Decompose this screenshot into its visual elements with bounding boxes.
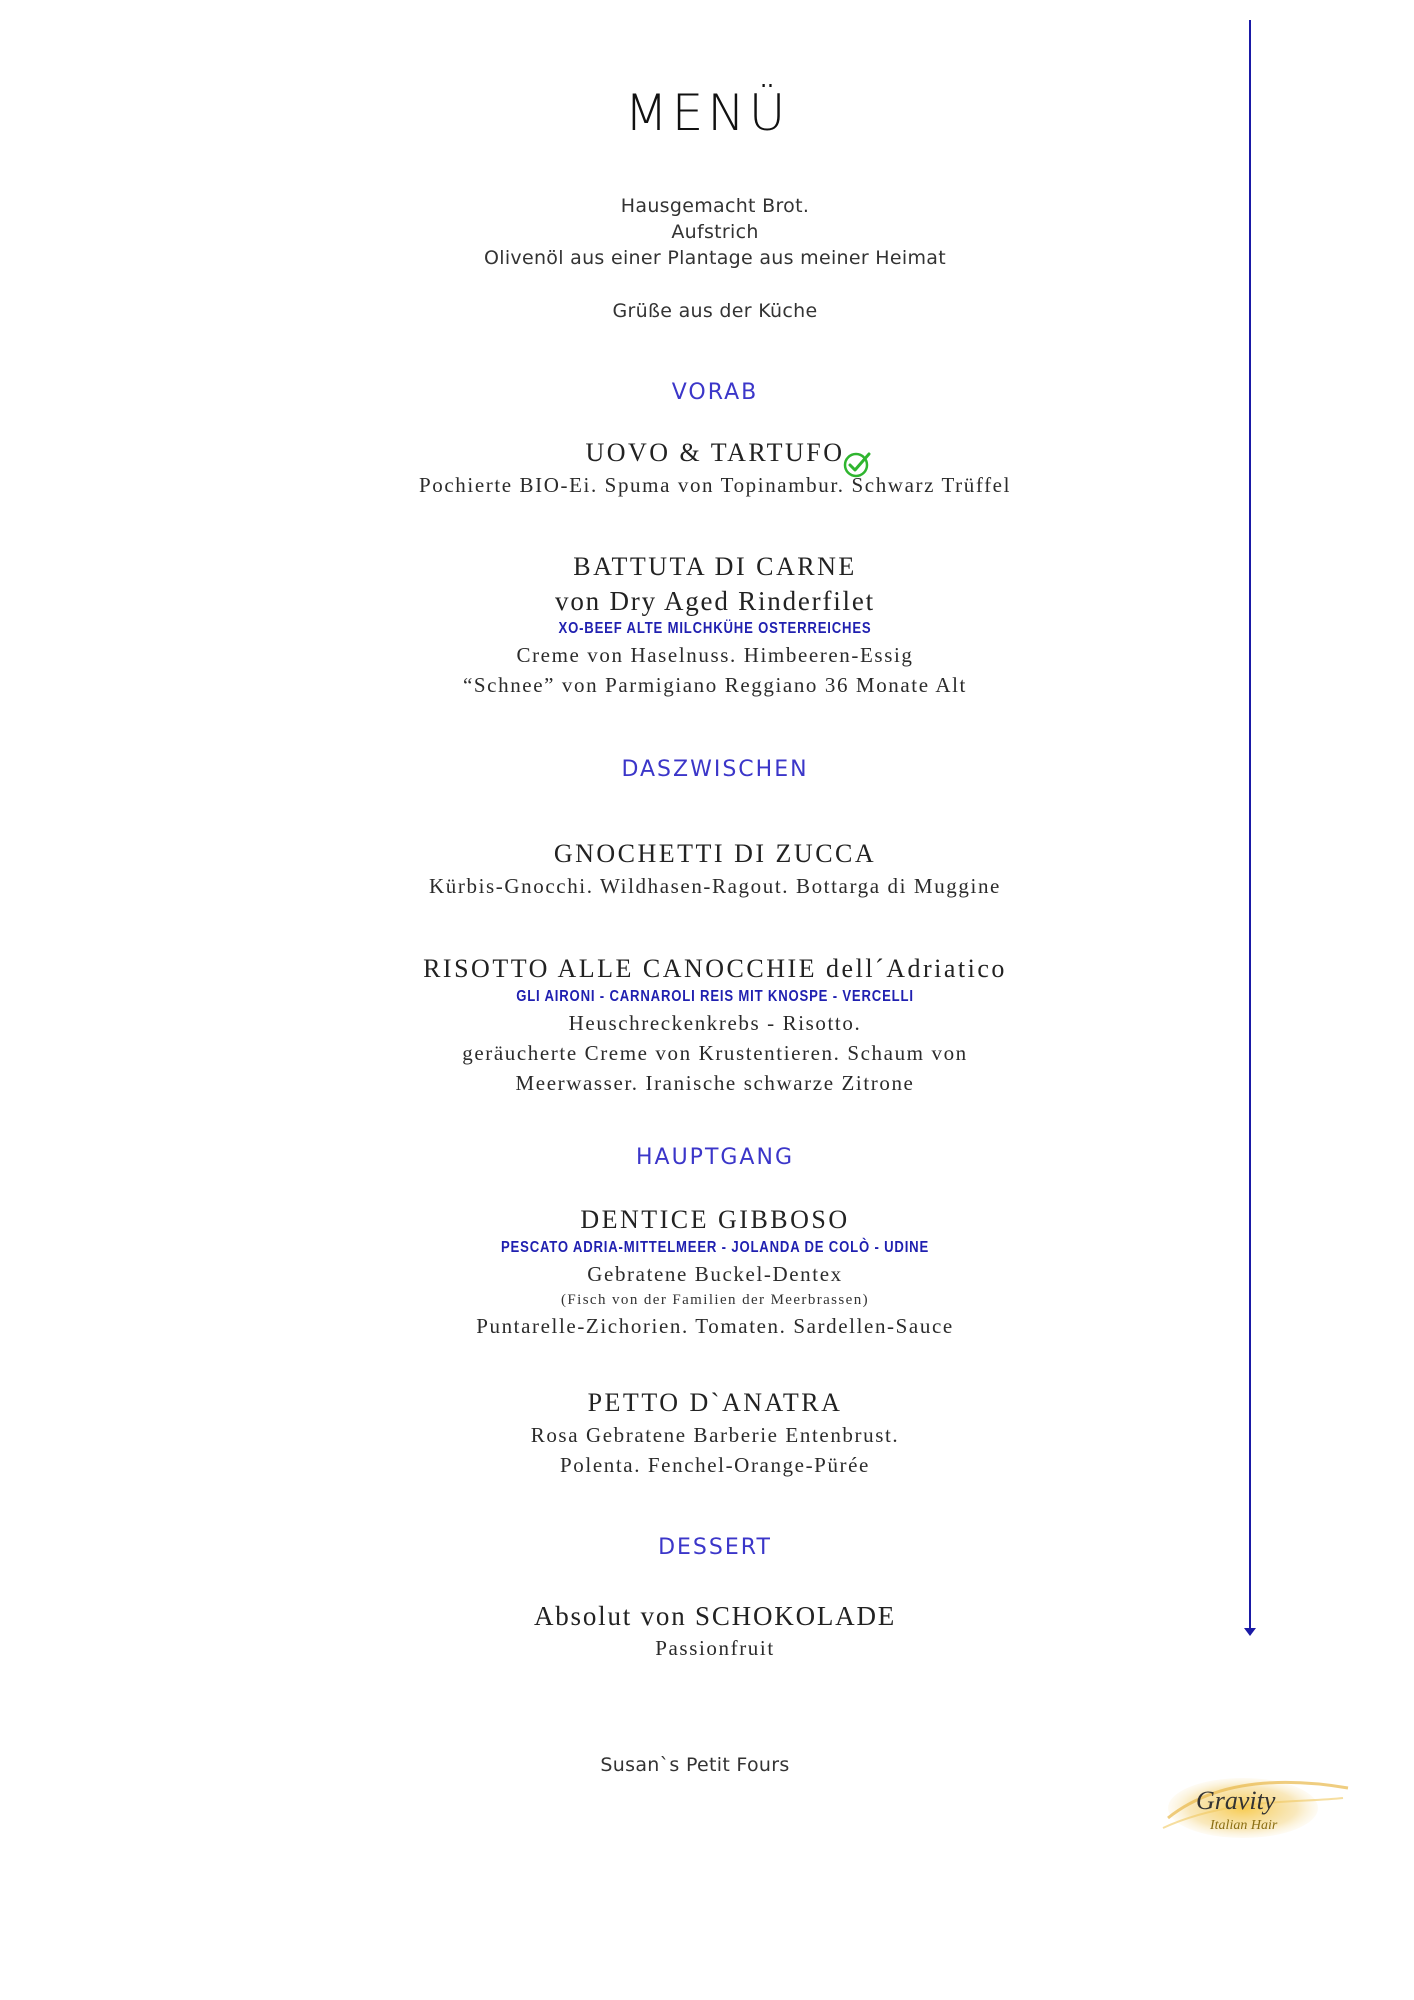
intro-greeting: Grüße aus der Küche [612,300,818,322]
dish-note: (Fisch von der Familien der Meerbrassen) [560,1292,869,1308]
dish-name: GNOCHETTI DI ZUCCA [553,839,877,868]
dish-description: Gebratene Buckel-Dentex [587,1262,843,1286]
vegetarian-check-icon [842,449,872,479]
dish-absolut [360,1599,1070,1663]
dish-name: Absolut von SCHOKOLADE [533,1601,897,1631]
vertical-rule [1249,20,1251,1630]
dish-name: DENTICE GIBBOSO [580,1205,850,1234]
dish-name: RISOTTO ALLE CANOCCHIE dell´Adriatico [423,954,1007,983]
dish-gnochetti [360,837,1070,901]
dish-description: Meerwasser. Iranische schwarze Zitrone [515,1071,915,1095]
intro-line-spread: Aufstrich [671,221,759,243]
dish-description: Polenta. Fenchel-Orange-Pürée [560,1453,870,1477]
vertical-rule-end [1244,1628,1256,1636]
petit-fours: Susan`s Petit Fours [600,1754,790,1776]
menu-title: MENÜ [624,84,790,142]
dish-subtitle: von Dry Aged Rinderfilet [555,586,875,616]
dish-risotto [360,952,1070,1098]
dish-name: BATTUTA DI CARNE [573,552,857,581]
dish-description: Rosa Gebratene Barberie Entenbrust. [530,1423,900,1447]
dish-battuta [360,550,1070,700]
dish-description: geräucherte Creme von Krustentieren. Schaum von [462,1041,968,1065]
logo-wordmark: Gravity [1196,1786,1276,1815]
dish-description: Kürbis-Gnocchi. Wildhasen-Ragout. Bottarga di Muggine [429,874,1001,898]
dish-uovo [360,436,1070,500]
dish-origin: GLI AIRONI - CARNAROLI REIS MIT KNOSPE - VERCELLI [516,988,914,1005]
dish-origin: PESCATO ADRIA-MITTELMEER - JOLANDA DE COLÒ - UDINE [500,1239,930,1256]
logo-subtitle: Italian Hair [1210,1818,1278,1833]
dish-anatra [360,1386,1070,1480]
dish-description: Pochierte BIO-Ei. Spuma von Topinambur. Schwarz Trüffel [418,473,1012,497]
dish-description: Heuschreckenkrebs - Risotto. [568,1011,862,1035]
section-dessert: DESSERT [658,1535,772,1560]
dish-description: “Schnee” von Parmigiano Reggiano 36 Monate Alt [462,673,967,697]
dish-origin: XO-BEEF ALTE MILCHKÜHE OSTERREICHES [558,620,872,637]
dish-name: UOVO & TARTUFO [585,438,845,467]
intro-block [360,193,1070,271]
dish-name: PETTO D`ANATRA [587,1388,843,1417]
dish-description: Passionfruit [655,1636,775,1660]
intro-line-bread: Hausgemacht Brot. [620,195,810,217]
section-hauptgang: HAUPTGANG [635,1145,794,1170]
section-daszwischen: DASZWISCHEN [621,757,809,782]
dish-description: Creme von Haselnuss. Himbeeren-Essig [516,643,914,667]
section-vorab: VORAB [671,380,759,405]
dish-description: Puntarelle-Zichorien. Tomaten. Sardellen-Sauce [476,1314,954,1338]
dish-dentice [360,1203,1070,1341]
intro-line-oil: Olivenöl aus einer Plantage aus meiner Heimat [484,247,946,269]
